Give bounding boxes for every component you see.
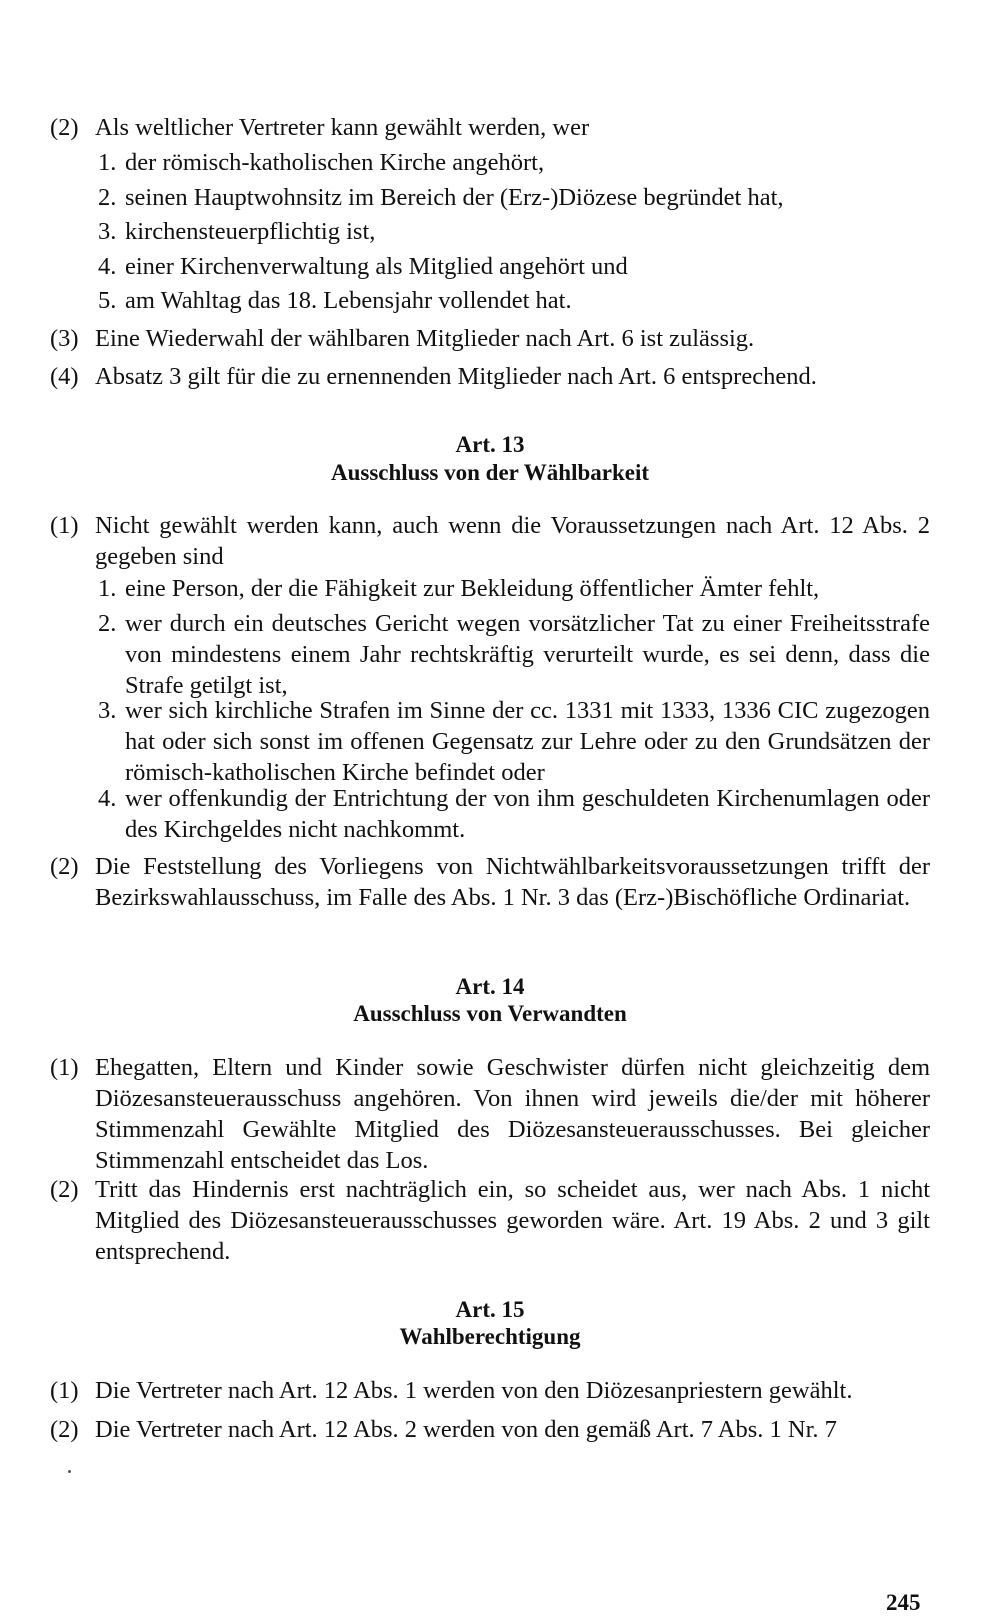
list-item	[98, 216, 930, 247]
paragraph-text: Eine Wiederwahl der wählbaren Mitglieder nach Art. 6 ist zulässig.	[95, 325, 755, 352]
item-number: 2.	[98, 184, 117, 211]
list-item	[98, 608, 930, 701]
paragraph-number: (2)	[50, 114, 79, 141]
item-text: kirchensteuerpflichtig ist,	[125, 218, 376, 245]
list-item	[98, 573, 930, 604]
article-title: Wahlberechtigung	[399, 1324, 581, 1349]
item-text: am Wahltag das 18. Lebensjahr vollendet hat.	[125, 287, 572, 314]
art12-paragraph-3	[50, 323, 930, 354]
item-text: seinen Hauptwohnsitz im Bereich der (Erz-)Diözese begründet hat,	[125, 184, 784, 211]
list-item	[98, 182, 930, 213]
paragraph-text: Als weltlicher Vertreter kann gewählt werden, wer	[95, 114, 590, 141]
art14-paragraph-2	[50, 1174, 930, 1267]
paragraph-number: (2)	[50, 853, 79, 880]
art15-paragraph-1	[50, 1375, 930, 1406]
art13-paragraph-1	[50, 510, 930, 572]
art14-paragraph-1	[50, 1052, 930, 1176]
paragraph-number: (3)	[50, 325, 79, 352]
art12-paragraph-4	[50, 361, 930, 392]
item-number: 4.	[98, 785, 117, 812]
article-title: Ausschluss von Verwandten	[353, 1001, 627, 1026]
art12-paragraph-2	[50, 112, 930, 143]
article-label: Art. 15	[455, 1297, 525, 1322]
list-item	[98, 285, 930, 316]
list-item	[98, 695, 930, 788]
article-title: Ausschluss von der Wählbarkeit	[330, 460, 650, 485]
paragraph-text: Die Feststellung des Vorliegens von Nichtwählbarkeitsvoraussetzungen trifft der Bezirkswahlausschuss, im Falle des Abs. 1 Nr. 3 das (Erz-)Bischöfliche Ordinariat.	[95, 853, 930, 911]
scan-speck	[68, 1470, 71, 1473]
paragraph-text: Tritt das Hindernis erst nachträglich ein, so scheidet aus, wer nach Abs. 1 nicht Mitglied des Diözesansteuerausschusses geworden wäre. Art. 19 Abs. 2 und 3 gilt entsprechend.	[95, 1176, 930, 1265]
paragraph-number: (2)	[50, 1176, 79, 1203]
paragraph-text: Nicht gewählt werden kann, auch wenn die Voraussetzungen nach Art. 12 Abs. 2 gegeben sind	[95, 512, 930, 570]
item-text: einer Kirchenverwaltung als Mitglied angehört und	[125, 253, 628, 280]
list-item	[98, 251, 930, 282]
list-item	[98, 147, 930, 178]
item-text: wer sich kirchliche Strafen im Sinne der cc. 1331 mit 1333, 1336 CIC zugezogen hat oder sich sonst im offenen Gegensatz zur Lehre oder zu den Grundsätzen der römisch-katholischen Kirche befindet oder	[125, 697, 930, 786]
paragraph-number: (1)	[50, 1377, 79, 1404]
item-text: wer offenkundig der Entrichtung der von ihm geschuldeten Kirchenumlagen oder des Kirchgeldes nicht nachkommt.	[125, 785, 930, 843]
article-label: Art. 14	[455, 974, 525, 999]
paragraph-text: Die Vertreter nach Art. 12 Abs. 2 werden von den gemäß Art. 7 Abs. 1 Nr. 7	[95, 1416, 837, 1443]
art13-paragraph-2	[50, 851, 930, 913]
paragraph-number: (4)	[50, 363, 79, 390]
item-number: 1.	[98, 575, 117, 602]
article-label: Art. 13	[455, 432, 525, 457]
paragraph-text: Ehegatten, Eltern und Kinder sowie Geschwister dürfen nicht gleichzeitig dem Diözesansteuerausschuss angehören. Von ihnen wird jeweils die/der mit höherer Stimmenzahl Gewählte Mitglied des Diözesansteuerausschusses. Bei gleicher Stimmenzahl entscheidet das Los.	[95, 1054, 930, 1174]
page-number: 245	[886, 1590, 921, 1615]
item-number: 5.	[98, 287, 117, 314]
item-number: 4.	[98, 253, 117, 280]
item-number: 3.	[98, 697, 117, 724]
paragraph-number: (1)	[50, 512, 79, 539]
item-number: 2.	[98, 610, 117, 637]
paragraph-number: (1)	[50, 1054, 79, 1081]
item-text: der römisch-katholischen Kirche angehört,	[125, 149, 545, 176]
item-number: 3.	[98, 218, 117, 245]
item-number: 1.	[98, 149, 117, 176]
item-text: eine Person, der die Fähigkeit zur Bekleidung öffentlicher Ämter fehlt,	[125, 575, 820, 602]
list-item	[98, 783, 930, 845]
paragraph-text: Die Vertreter nach Art. 12 Abs. 1 werden von den Diözesanpriestern gewählt.	[95, 1377, 853, 1404]
paragraph-text: Absatz 3 gilt für die zu ernennenden Mitglieder nach Art. 6 entsprechend.	[95, 363, 817, 390]
art15-paragraph-2	[50, 1414, 930, 1445]
item-text: wer durch ein deutsches Gericht wegen vorsätzlicher Tat zu einer Freiheitsstrafe von mindestens einem Jahr rechtskräftig verurteilt wurde, es sei denn, dass die Strafe getilgt ist,	[125, 610, 930, 699]
paragraph-number: (2)	[50, 1416, 79, 1443]
